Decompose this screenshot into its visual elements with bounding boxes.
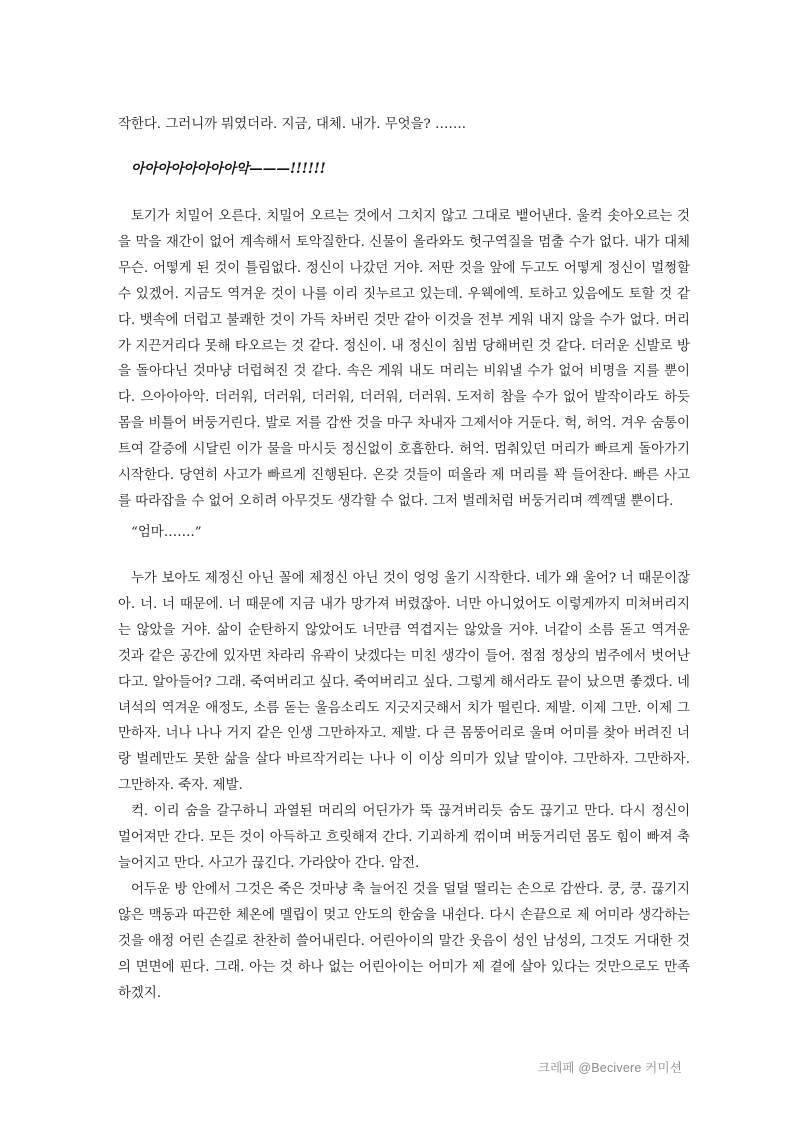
paragraph-2: 누가 보아도 제정신 아닌 꼴에 제정신 아닌 것이 엉엉 울기 시작한다. 네가 왜 울어? 너 때문이잖아. 너. 너 때문에. 너 때문에 지금 내가 망가져 버렸잖아. 너만 아니었어도 이렇게까지 미쳐버리지는 않았을 거야. 삶이 순탄하지 않았어도 너만큼 역겹지는 않았을 거야. 너같이 소름 돋고 역겨운 것과 같은 공간에 있자면 차라리 유곽이 낫겠다는 미친 생각이 들어. 점점 정상의 범주에서 벗어난다고. 알아들어? 그래. 죽여버리고 싶다. 죽여버리고 싶다. 그렇게 해서라도 끝이 났으면 좋겠다. 네 녀석의 역겨운 애정도, 소름 돋는 울음소리도 지긋지긋해서 치가 떨린다. 제발. 이제 그만. 이제 그만하자. 너나 나나 거지 같은 인생 그만하자고. 제발. 다 큰 몸뚱어리로 울며 어미를 찾아 버려진 너랑 벌레만도 못한 삶을 살다 바르작거리는 나나 이 이상 의미가 있날 말이야. 그만하자. 그만하자. 그만하자. 죽자. 제발. — [118, 571, 690, 794]
dialogue-line: “엄마…….” — [131, 525, 202, 540]
footer-credit: 크레페 @Becivere 커미션 — [537, 1061, 682, 1075]
paragraph-3: 컥. 이리 숨을 갈구하니 과열된 머리의 어딘가가 뚝 끊겨버리듯 숨도 끊기고 만다. 다시 정신이 멀어져만 간다. 모든 것이 아득하고 흐릿해져 간다. 기괴하게 꺾이며 버둥거리던 몸도 힘이 빠져 축 늘어지고 만다. 사고가 끊긴다. 가라앉아 간다. 암전. — [118, 804, 690, 871]
paragraph-1: 토기가 치밀어 오른다. 치밀어 오르는 것에서 그치지 않고 그대로 뱉어낸다. 울컥 솟아오르는 것을 막을 재간이 없어 계속해서 토악질한다. 신물이 올라와도 헛구역질을 멈출 수가 없다. 내가 대체 무슨. 어떻게 된 것이 틀림없다. 정신이 나갔던 거야. 저딴 것을 앞에 두고도 어떻게 정신이 멀쩡할 수 있겠어. 지금도 역겨운 것이 나를 이리 짓누르고 있는데. 우웩에엑. 토하고 있음에도 토할 것 같다. 뱃속에 더럽고 불쾌한 것이 가득 차버린 것만 같아 이것을 전부 게워 내지 않을 수가 없다. 머리가 지끈거리다 못해 타오르는 것 같다. 정신이. 내 정신이 침범 당해버린 것 같다. 더러운 신발로 방을 돌아다닌 것마냥 더럽혀진 것 같다. 속은 게워 내도 머리는 비워낼 수가 없어 비명을 지를 뿐이다. 으아아아악. 더러워, 더러워, 더러워, 더러워, 더러워. 도저히 참을 수가 없어 발작이라도 하듯 몸을 비틀어 버둥거린다. 발로 저를 감싼 것을 마구 차내자 그제서야 거둔다. 헉, 허억. 겨우 숨통이 트여 갈증에 시달린 이가 물을 마시듯 정신없이 호흡한다. 허억. 멈춰있던 머리가 빠르게 돌아가기 시작한다. 당연히 사고가 빠르게 진행된다. 온갖 것들이 떠올라 제 머리를 꽉 들어찬다. 빠른 사고를 따라잡을 수 없어 오히려 아무것도 생각할 수 없다. 그저 벌레처럼 버둥거리며 껙껙댈 뿐이다. — [118, 209, 690, 509]
opening-line: 작한다. 그러니까 뭐였더라. 지금, 대체. 내가. 무엇을? ……. — [118, 117, 467, 132]
paragraph-4: 어두운 방 안에서 그것은 죽은 것마냥 축 늘어진 것을 덜덜 떨리는 손으로 감싼다. 쿵, 쿵. 끊기지 않은 맥동과 따끈한 체온에 멜립이 멎고 안도의 한숨을 내쉰다. 다시 손끝으로 제 어미라 생각하는 것을 애정 어린 손길로 찬찬히 쓸어내린다. 어린아이의 말간 웃음이 성인 남성의, 그것도 거대한 것의 면면에 핀다. 그래. 아는 것 하나 없는 어린아이는 어미가 제 곁에 살아 있다는 것만으로도 만족하겠지. — [118, 881, 690, 1001]
body-section — [118, 566, 690, 1006]
scream-line: 아아아아아아아아악———!!!!!! — [131, 161, 326, 177]
